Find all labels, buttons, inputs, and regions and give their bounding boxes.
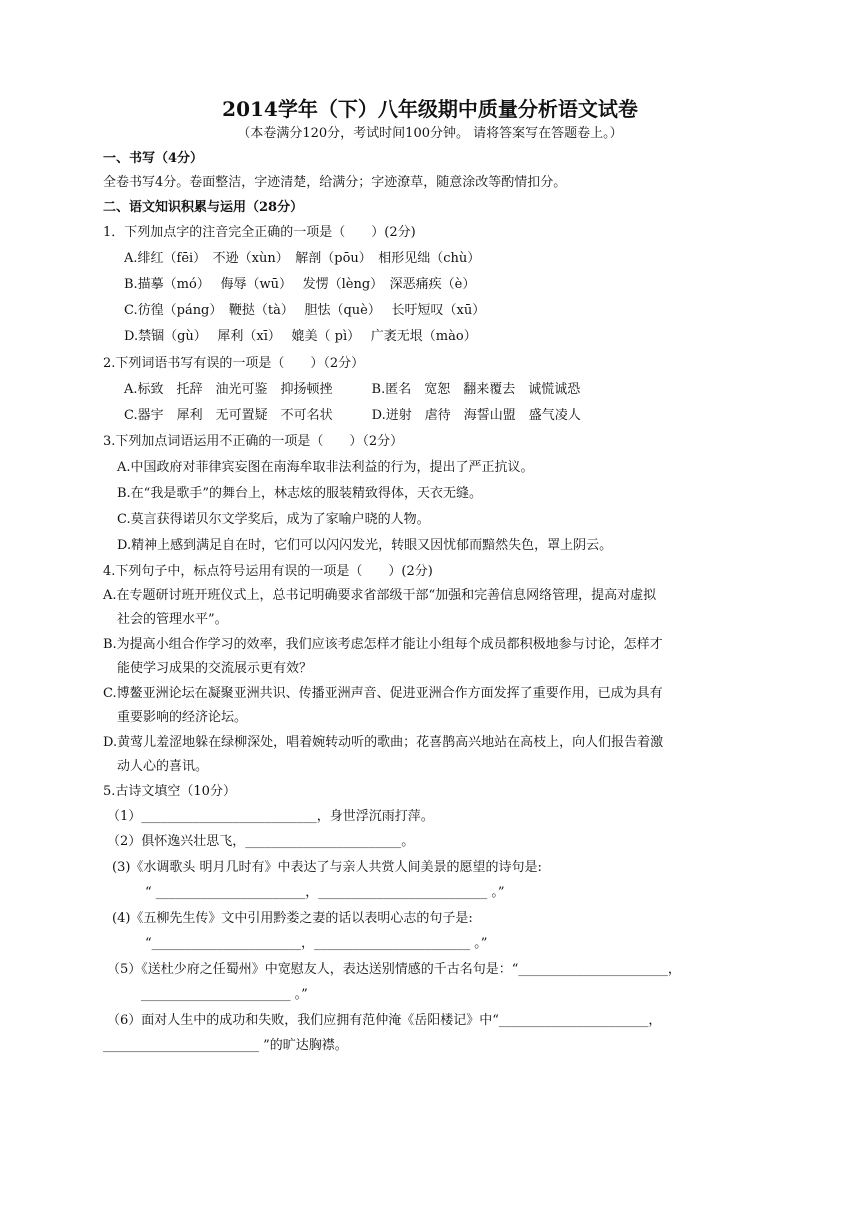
q5-stem: 5.古诗文填空（10分） — [103, 784, 236, 799]
q3-option-c: C.莫言获得诺贝尔文学奖后，成为了家喻户晓的人物。 — [117, 512, 430, 527]
q4-option-b-line1: B.为提高小组合作学习的效率，我们应该考虑怎样才能让小组每个成员都积极地参与讨论，怎样才 — [103, 637, 663, 652]
q1-option-a: A.绯红（fēi） 不逊（xùn） 解剖（pōu） 相形见绌（chù） — [124, 251, 481, 266]
q2-stem: 2.下列词语书写有误的一项是（ ）（2分） — [103, 356, 365, 371]
q4-option-c-line2: 重要影响的经济论坛。 — [117, 710, 248, 725]
q4-option-d-line2: 动人心的喜讯。 — [117, 759, 209, 774]
exam-title: 2014学年（下）八年级期中质量分析语文试卷 — [222, 97, 638, 121]
q5-item-4-prompt: (4)《五柳先生传》文中引用黔娄之妻的话以表明心志的句子是: — [112, 911, 473, 926]
q1-option-d: D.禁锢（gù） 犀利（xī） 媲美（ pì） 广袤无垠（mào） — [124, 329, 477, 344]
q5-item-2: （2）俱怀逸兴壮思飞，________________________。 — [107, 834, 415, 849]
q5-item-5-blanks: _______________________ 。” — [141, 987, 308, 1002]
q5-item-4-blanks: “_______________________，________________________ 。” — [145, 936, 488, 951]
q2-options-cd: C.器宇 犀利 无可置疑 不可名状 D.迸射 虐待 海誓山盟 盛气凌人 — [124, 408, 581, 423]
q3-stem: 3.下列加点词语运用不正确的一项是（ ）（2分） — [103, 434, 404, 449]
q5-item-1: （1）___________________________，身世浮沉雨打萍。 — [107, 809, 434, 824]
q5-item-5-prompt: （5）《送杜少府之任蜀州》中宽慰友人，表达送别情感的千古名句是：“_______________________， — [107, 962, 681, 977]
exam-subtitle: （本卷满分120分，考试时间100分钟。 请将答案写在答题卷上。） — [237, 126, 623, 141]
q5-item-6-blanks: ________________________ ”的旷达胸襟。 — [103, 1038, 348, 1053]
q1-stem: 1．下列加点字的注音完全正确的一项是（ ）(2分) — [103, 225, 416, 240]
section1-body: 全卷书写4分。卷面整洁，字迹清楚，给满分；字迹潦草，随意涂改等酌情扣分。 — [103, 175, 567, 190]
q4-option-a-line1: A.在专题研讨班开班仪式上，总书记明确要求省部级干部“加强和完善信息网络管理，提高对虚拟 — [103, 588, 657, 603]
q5-item-6-prompt: （6）面对人生中的成功和失败，我们应拥有范仲淹《岳阳楼记》中“_______________________， — [107, 1013, 662, 1028]
q5-item-3-blanks: “ _______________________，__________________________ 。” — [145, 885, 505, 900]
q4-stem: 4.下列句子中，标点符号运用有误的一项是（ ）(2分) — [103, 564, 433, 579]
q3-option-d: D.精神上感到满足自在时，它们可以闪闪发光，转眼又因忧郁而黯然失色，罩上阴云。 — [117, 538, 613, 553]
q4-option-b-line2: 能使学习成果的交流展示更有效？ — [117, 661, 313, 676]
q4-option-c-line1: C.博鳌亚洲论坛在凝聚亚洲共识、传播亚洲声音、促进亚洲合作方面发挥了重要作用，已成为具有 — [103, 686, 663, 701]
q2-options-ab: A.标致 托辞 油光可鉴 抑扬顿挫 B.匿名 宽恕 翻来覆去 诚慌诚恐 — [124, 382, 581, 397]
section2-heading: 二、语文知识积累与运用（28分） — [103, 200, 304, 215]
section1-heading: 一、书写（4分） — [103, 151, 204, 166]
q4-option-a-line2: 社会的管理水平”。 — [117, 612, 228, 627]
q1-option-c: C.彷徨（páng） 鞭挞（tà） 胆怯（què） 长吁短叹（xū） — [124, 303, 486, 318]
q5-item-3-prompt: (3)《水调歌头 明月几时有》中表达了与亲人共赏人间美景的愿望的诗句是: — [112, 860, 542, 875]
q3-option-b: B.在“我是歌手”的舞台上，林志炫的服装精致得体，天衣无缝。 — [117, 486, 482, 501]
q1-option-b: B.描摹（mó） 侮辱（wū） 发愣（lèng） 深恶痛疾（è） — [124, 277, 476, 292]
q4-option-d-line1: D.黄莺儿羞涩地躲在绿柳深处，唱着婉转动听的歌曲；花喜鹊高兴地站在高枝上，向人们报告着激 — [103, 735, 664, 750]
q3-option-a: A.中国政府对菲律宾妄图在南海牟取非法利益的行为，提出了严正抗议。 — [117, 460, 534, 475]
